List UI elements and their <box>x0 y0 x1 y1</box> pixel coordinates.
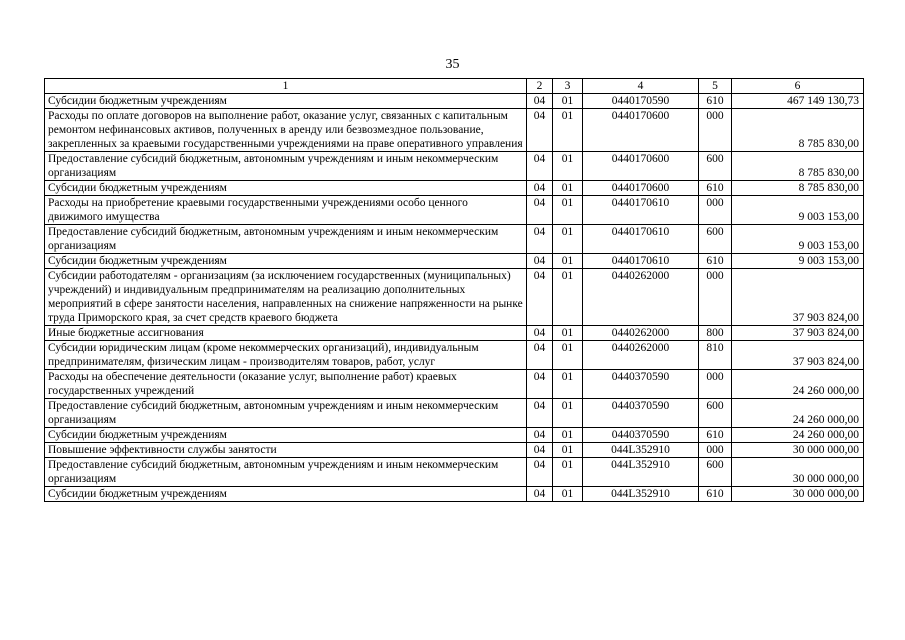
table-row <box>45 152 864 181</box>
expense-type-cell: 000 <box>699 109 732 152</box>
row-name-cell: Предоставление субсидий бюджетным, автономным учреждениям и иным некоммерческим организациям <box>45 225 527 254</box>
row-name-cell: Иные бюджетные ассигнования <box>45 326 527 341</box>
expense-type-cell: 600 <box>699 399 732 428</box>
table-row <box>45 443 864 458</box>
section-cell: 04 <box>527 326 553 341</box>
amount-cell: 8 785 830,00 <box>732 181 864 196</box>
section-cell: 04 <box>527 341 553 370</box>
subsection-cell: 01 <box>553 399 583 428</box>
expense-type-cell: 610 <box>699 94 732 109</box>
target-article-cell: 0440370590 <box>583 399 699 428</box>
section-cell: 04 <box>527 152 553 181</box>
expense-type-cell: 000 <box>699 196 732 225</box>
table-row <box>45 254 864 269</box>
table-row <box>45 326 864 341</box>
subsection-cell: 01 <box>553 254 583 269</box>
section-cell: 04 <box>527 458 553 487</box>
expense-type-cell: 810 <box>699 341 732 370</box>
row-name-cell: Повышение эффективности службы занятости <box>45 443 527 458</box>
expense-type-cell: 610 <box>699 181 732 196</box>
amount-cell: 30 000 000,00 <box>732 443 864 458</box>
row-name-cell: Расходы на приобретение краевыми государственными учреждениями особо ценного движимого имущества <box>45 196 527 225</box>
subsection-cell: 01 <box>553 196 583 225</box>
target-article-cell: 0440262000 <box>583 269 699 326</box>
target-article-cell: 044L352910 <box>583 487 699 502</box>
table-row <box>45 196 864 225</box>
expense-type-cell: 000 <box>699 269 732 326</box>
row-name-cell: Предоставление субсидий бюджетным, автономным учреждениям и иным некоммерческим организациям <box>45 152 527 181</box>
target-article-cell: 044L352910 <box>583 443 699 458</box>
subsection-cell: 01 <box>553 428 583 443</box>
section-cell: 04 <box>527 487 553 502</box>
subsection-cell: 01 <box>553 269 583 326</box>
amount-cell: 37 903 824,00 <box>732 341 864 370</box>
header-cell: 1 <box>45 79 527 94</box>
expense-type-cell: 800 <box>699 326 732 341</box>
section-cell: 04 <box>527 254 553 269</box>
amount-cell: 37 903 824,00 <box>732 269 864 326</box>
row-name-cell: Предоставление субсидий бюджетным, автономным учреждениям и иным некоммерческим организациям <box>45 458 527 487</box>
subsection-cell: 01 <box>553 341 583 370</box>
table-row <box>45 109 864 152</box>
table-row <box>45 370 864 399</box>
amount-cell: 30 000 000,00 <box>732 487 864 502</box>
section-cell: 04 <box>527 181 553 196</box>
amount-cell: 9 003 153,00 <box>732 254 864 269</box>
subsection-cell: 01 <box>553 181 583 196</box>
amount-cell: 9 003 153,00 <box>732 196 864 225</box>
expense-type-cell: 610 <box>699 254 732 269</box>
expense-type-cell: 600 <box>699 225 732 254</box>
subsection-cell: 01 <box>553 370 583 399</box>
target-article-cell: 0440262000 <box>583 341 699 370</box>
section-cell: 04 <box>527 269 553 326</box>
section-cell: 04 <box>527 443 553 458</box>
target-article-cell: 0440170590 <box>583 94 699 109</box>
row-name-cell: Субсидии бюджетным учреждениям <box>45 181 527 196</box>
table-row <box>45 428 864 443</box>
table-row <box>45 181 864 196</box>
amount-cell: 467 149 130,73 <box>732 94 864 109</box>
section-cell: 04 <box>527 225 553 254</box>
subsection-cell: 01 <box>553 443 583 458</box>
target-article-cell: 0440170610 <box>583 254 699 269</box>
amount-cell: 24 260 000,00 <box>732 399 864 428</box>
amount-cell: 30 000 000,00 <box>732 458 864 487</box>
amount-cell: 24 260 000,00 <box>732 370 864 399</box>
amount-cell: 8 785 830,00 <box>732 109 864 152</box>
subsection-cell: 01 <box>553 109 583 152</box>
amount-cell: 8 785 830,00 <box>732 152 864 181</box>
expense-type-cell: 000 <box>699 370 732 399</box>
row-name-cell: Субсидии бюджетным учреждениям <box>45 254 527 269</box>
target-article-cell: 0440170600 <box>583 109 699 152</box>
target-article-cell: 0440370590 <box>583 370 699 399</box>
row-name-cell: Расходы по оплате договоров на выполнение работ, оказание услуг, связанных с капитальным ремонтом нефинансовых активов, полученных в аренду или безвозмездное пользование, закрепленных за краевыми государственными учреждениями на праве оперативного управления <box>45 109 527 152</box>
target-article-cell: 044L352910 <box>583 458 699 487</box>
expense-type-cell: 600 <box>699 152 732 181</box>
row-name-cell: Субсидии юридическим лицам (кроме некоммерческих организаций), индивидуальным предпринимателям, физическим лицам - производителям товаров, работ, услуг <box>45 341 527 370</box>
section-cell: 04 <box>527 109 553 152</box>
section-cell: 04 <box>527 428 553 443</box>
row-name-cell: Предоставление субсидий бюджетным, автономным учреждениям и иным некоммерческим организациям <box>45 399 527 428</box>
subsection-cell: 01 <box>553 152 583 181</box>
amount-cell: 24 260 000,00 <box>732 428 864 443</box>
row-name-cell: Субсидии работодателям - организациям (за исключением государственных (муниципальных) учреждений) и индивидуальным предпринимателям на реализацию дополнительных мероприятий в сфере занятости населения, направленных на снижение напряженности на рынке труда Приморского края, за счет средств краевого бюджета <box>45 269 527 326</box>
table-row <box>45 269 864 326</box>
expense-type-cell: 610 <box>699 487 732 502</box>
section-cell: 04 <box>527 196 553 225</box>
section-cell: 04 <box>527 94 553 109</box>
table-row <box>45 225 864 254</box>
row-name-cell: Субсидии бюджетным учреждениям <box>45 428 527 443</box>
subsection-cell: 01 <box>553 94 583 109</box>
target-article-cell: 0440170600 <box>583 181 699 196</box>
table-row <box>45 341 864 370</box>
header-cell: 5 <box>699 79 732 94</box>
amount-cell: 9 003 153,00 <box>732 225 864 254</box>
section-cell: 04 <box>527 399 553 428</box>
subsection-cell: 01 <box>553 458 583 487</box>
budget-table <box>44 78 864 502</box>
table-row <box>45 94 864 109</box>
subsection-cell: 01 <box>553 225 583 254</box>
target-article-cell: 0440370590 <box>583 428 699 443</box>
section-cell: 04 <box>527 370 553 399</box>
subsection-cell: 01 <box>553 487 583 502</box>
header-cell: 3 <box>553 79 583 94</box>
row-name-cell: Субсидии бюджетным учреждениям <box>45 487 527 502</box>
table-row <box>45 399 864 428</box>
row-name-cell: Субсидии бюджетным учреждениям <box>45 94 527 109</box>
row-name-cell: Расходы на обеспечение деятельности (оказание услуг, выполнение работ) краевых государственных учреждений <box>45 370 527 399</box>
expense-type-cell: 600 <box>699 458 732 487</box>
header-cell: 4 <box>583 79 699 94</box>
target-article-cell: 0440170610 <box>583 196 699 225</box>
amount-cell: 37 903 824,00 <box>732 326 864 341</box>
table-row <box>45 458 864 487</box>
header-row <box>45 79 864 94</box>
header-cell: 2 <box>527 79 553 94</box>
table-row <box>45 487 864 502</box>
subsection-cell: 01 <box>553 326 583 341</box>
target-article-cell: 0440170610 <box>583 225 699 254</box>
expense-type-cell: 610 <box>699 428 732 443</box>
page-number: 35 <box>445 57 460 72</box>
target-article-cell: 0440170600 <box>583 152 699 181</box>
expense-type-cell: 000 <box>699 443 732 458</box>
header-cell: 6 <box>732 79 864 94</box>
target-article-cell: 0440262000 <box>583 326 699 341</box>
